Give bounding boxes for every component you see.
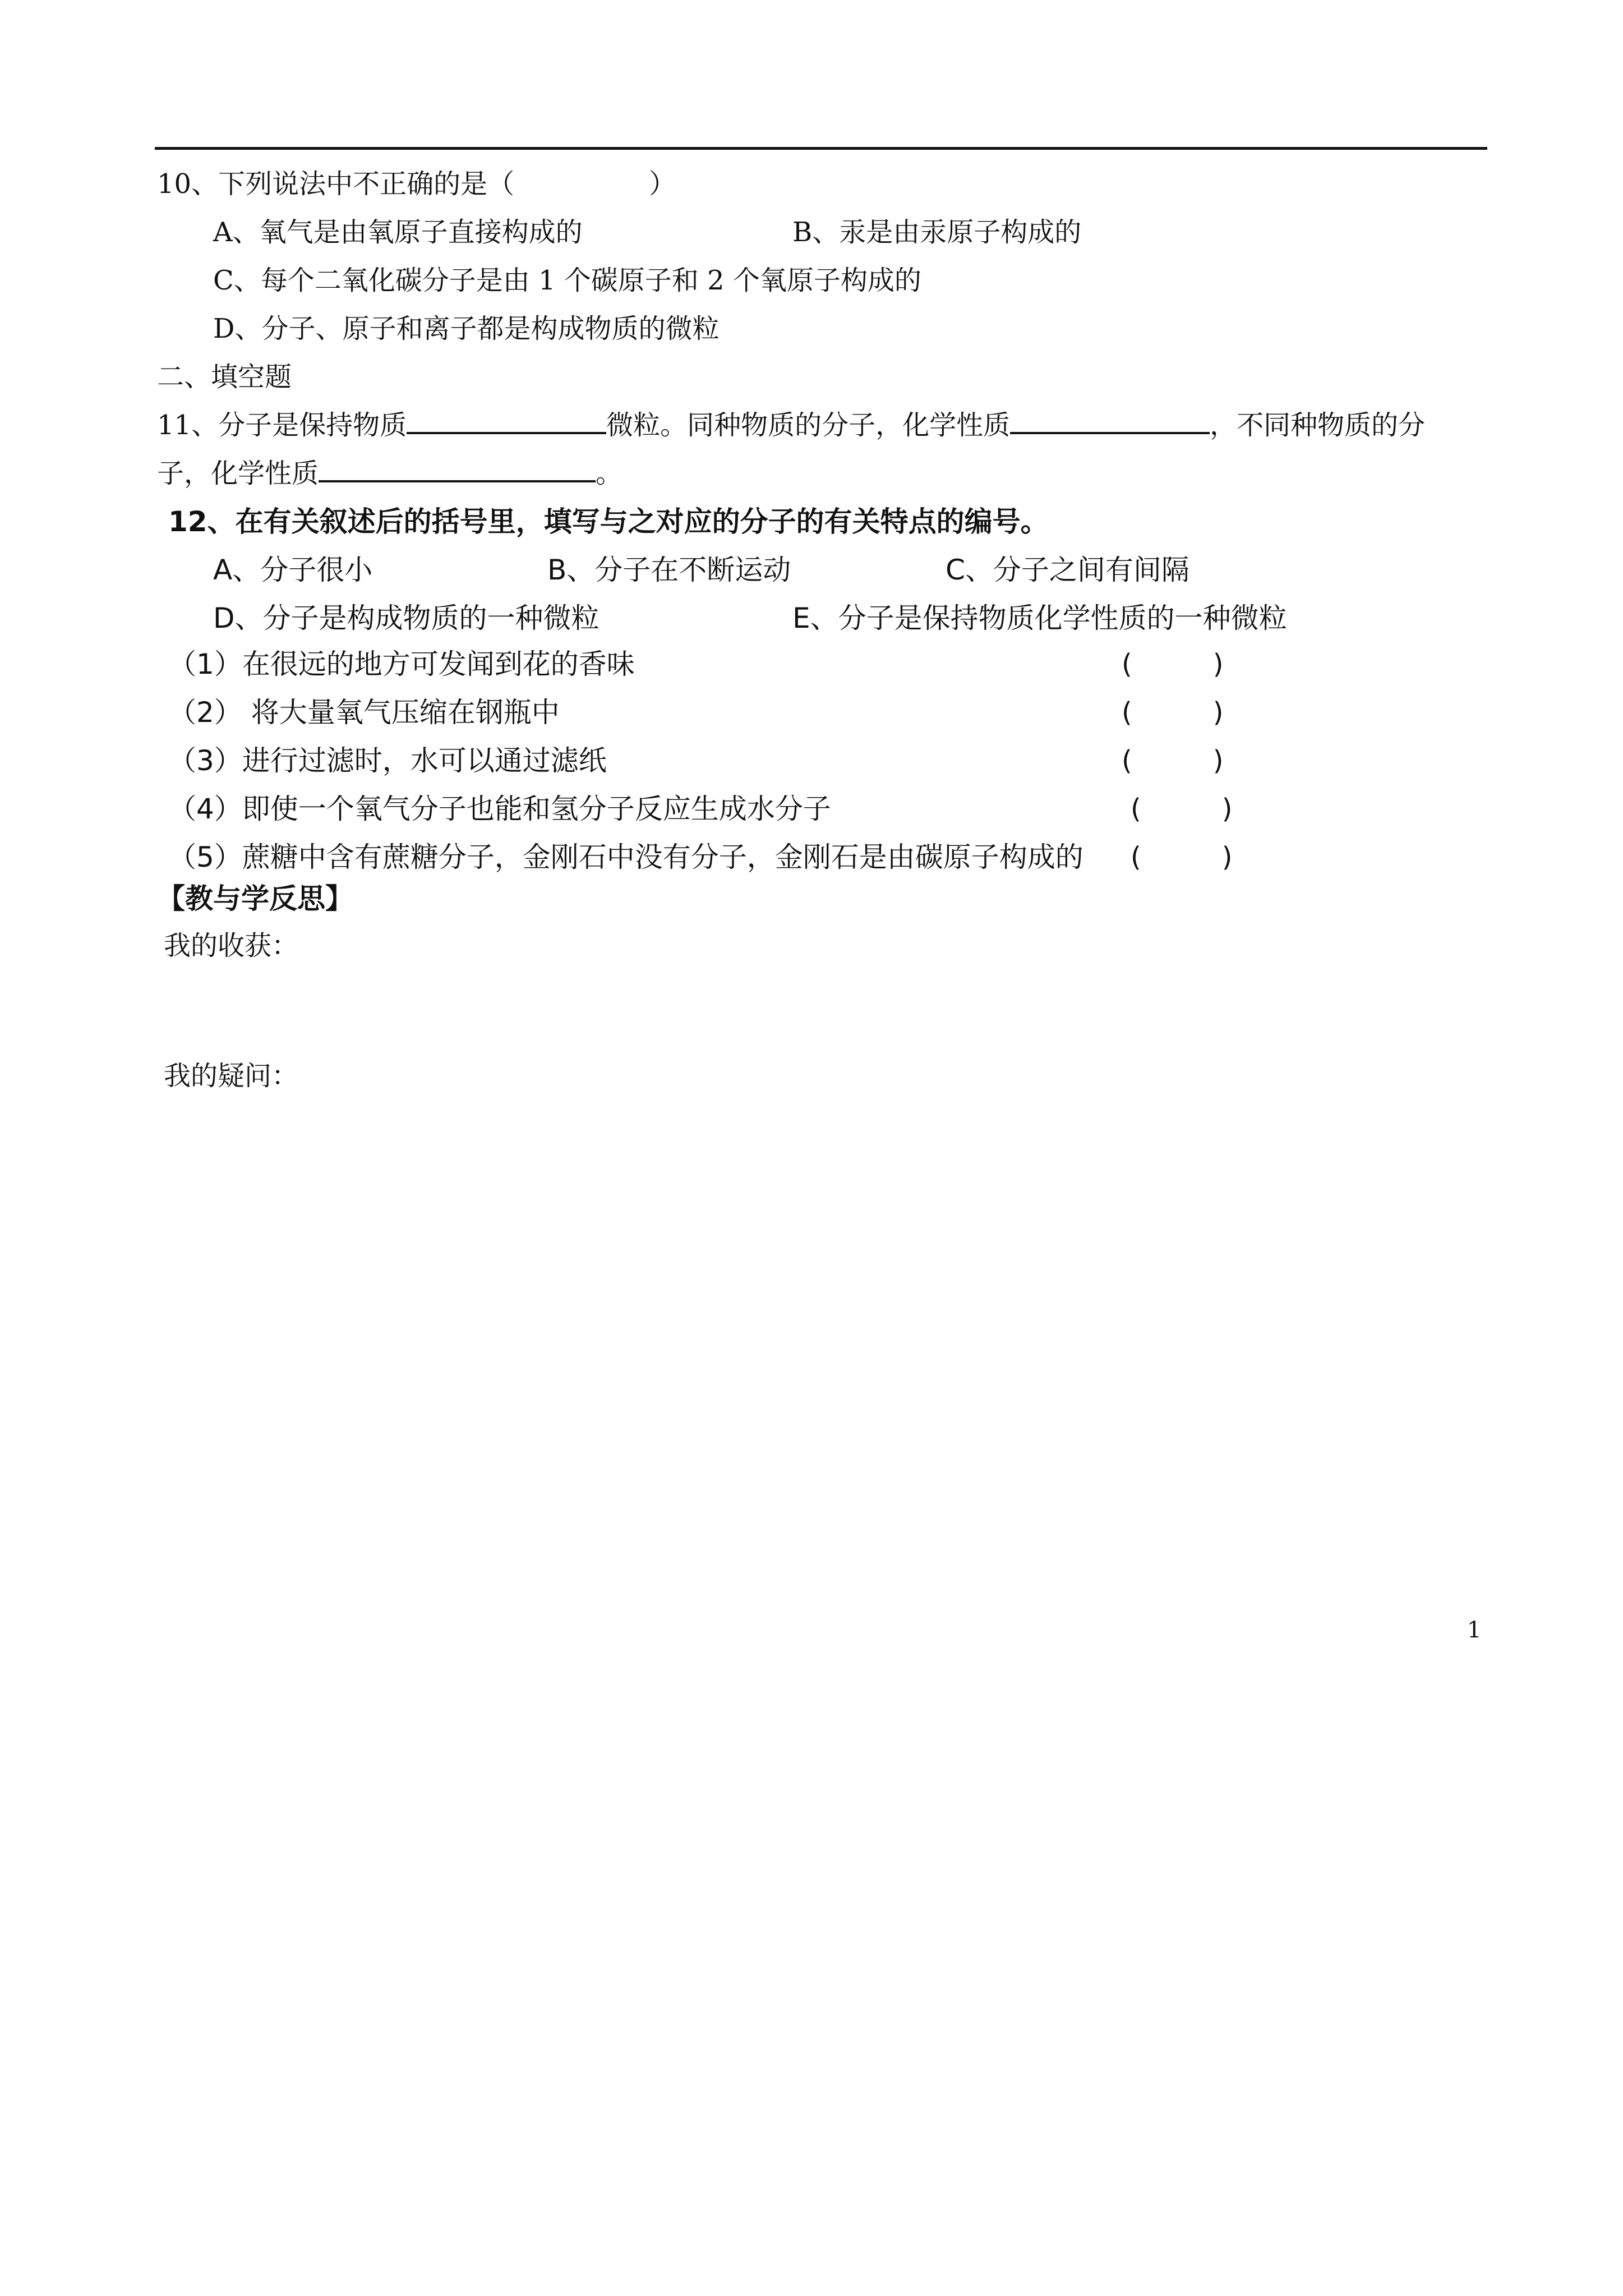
q11-line2 <box>157 455 623 491</box>
header-rule <box>155 147 1487 150</box>
q10-option-c: C、每个二氧化碳分子是由 1 个碳原子和 2 个氧原子构成的 <box>213 265 921 296</box>
q11-part5: 。 <box>596 458 623 489</box>
q12-option-d: D、分子是构成物质的一种微粒 <box>213 602 600 634</box>
q12-item-1: （1）在很远的地方可发闻到花的香味 <box>168 648 635 680</box>
q12-answer-paren-5[interactable]: ( ) <box>1131 841 1233 873</box>
reflection-title: 【教与学反思】 <box>157 882 353 915</box>
q12-option-e: E、分子是保持物质化学性质的一种微粒 <box>792 602 1287 634</box>
q12-option-b: B、分子在不断运动 <box>547 554 791 586</box>
q11-blank-3[interactable] <box>319 455 596 482</box>
q11-blank-1[interactable] <box>407 407 606 434</box>
q10-option-b: B、汞是由汞原子构成的 <box>792 217 1082 248</box>
q11-part4: 子，化学性质 <box>157 458 319 489</box>
page-number: 1 <box>1467 1617 1482 1643</box>
q12-item-2: （2） 将大量氧气压缩在钢瓶中 <box>168 696 560 729</box>
q12-answer-paren-2[interactable]: ( ) <box>1122 697 1224 728</box>
q11-part2: 微粒。同种物质的分子，化学性质 <box>606 409 1011 441</box>
q10-stem: 10、下列说法中不正确的是（ ） <box>157 168 676 200</box>
q10-option-a: A、氧气是由氧原子直接构成的 <box>213 217 583 248</box>
q12-option-a: A、分子很小 <box>213 554 373 586</box>
q12-item-3: （3）进行过滤时，水可以通过滤纸 <box>168 744 607 777</box>
q12-answer-paren-3[interactable]: ( ) <box>1122 745 1224 776</box>
q10-option-d: D、分子、原子和离子都是构成物质的微粒 <box>213 313 720 344</box>
q11-blank-2[interactable] <box>1010 407 1210 434</box>
q12-stem: 12、在有关叙述后的括号里，填写与之对应的分子的有关特点的编号。 <box>168 505 1049 538</box>
q11-line1 <box>157 407 1425 443</box>
section-heading: 二、填空题 <box>157 361 292 393</box>
my-gains-label: 我的收获： <box>164 930 299 961</box>
q12-item-4: （4）即使一个氧气分子也能和氢分子反应生成水分子 <box>168 793 831 825</box>
q12-item-5: （5）蔗糖中含有蔗糖分子，金刚石中没有分子，金刚石是由碳原子构成的 <box>168 841 1083 873</box>
q11-part1: 11、分子是保持物质 <box>157 409 407 441</box>
q12-option-c: C、分子之间有间隔 <box>946 554 1189 586</box>
q11-part3: ，不同种物质的分 <box>1210 409 1426 441</box>
my-questions-label: 我的疑问： <box>164 1060 299 1092</box>
q12-answer-paren-4[interactable]: ( ) <box>1131 793 1233 825</box>
q12-answer-paren-1[interactable]: ( ) <box>1122 648 1224 680</box>
